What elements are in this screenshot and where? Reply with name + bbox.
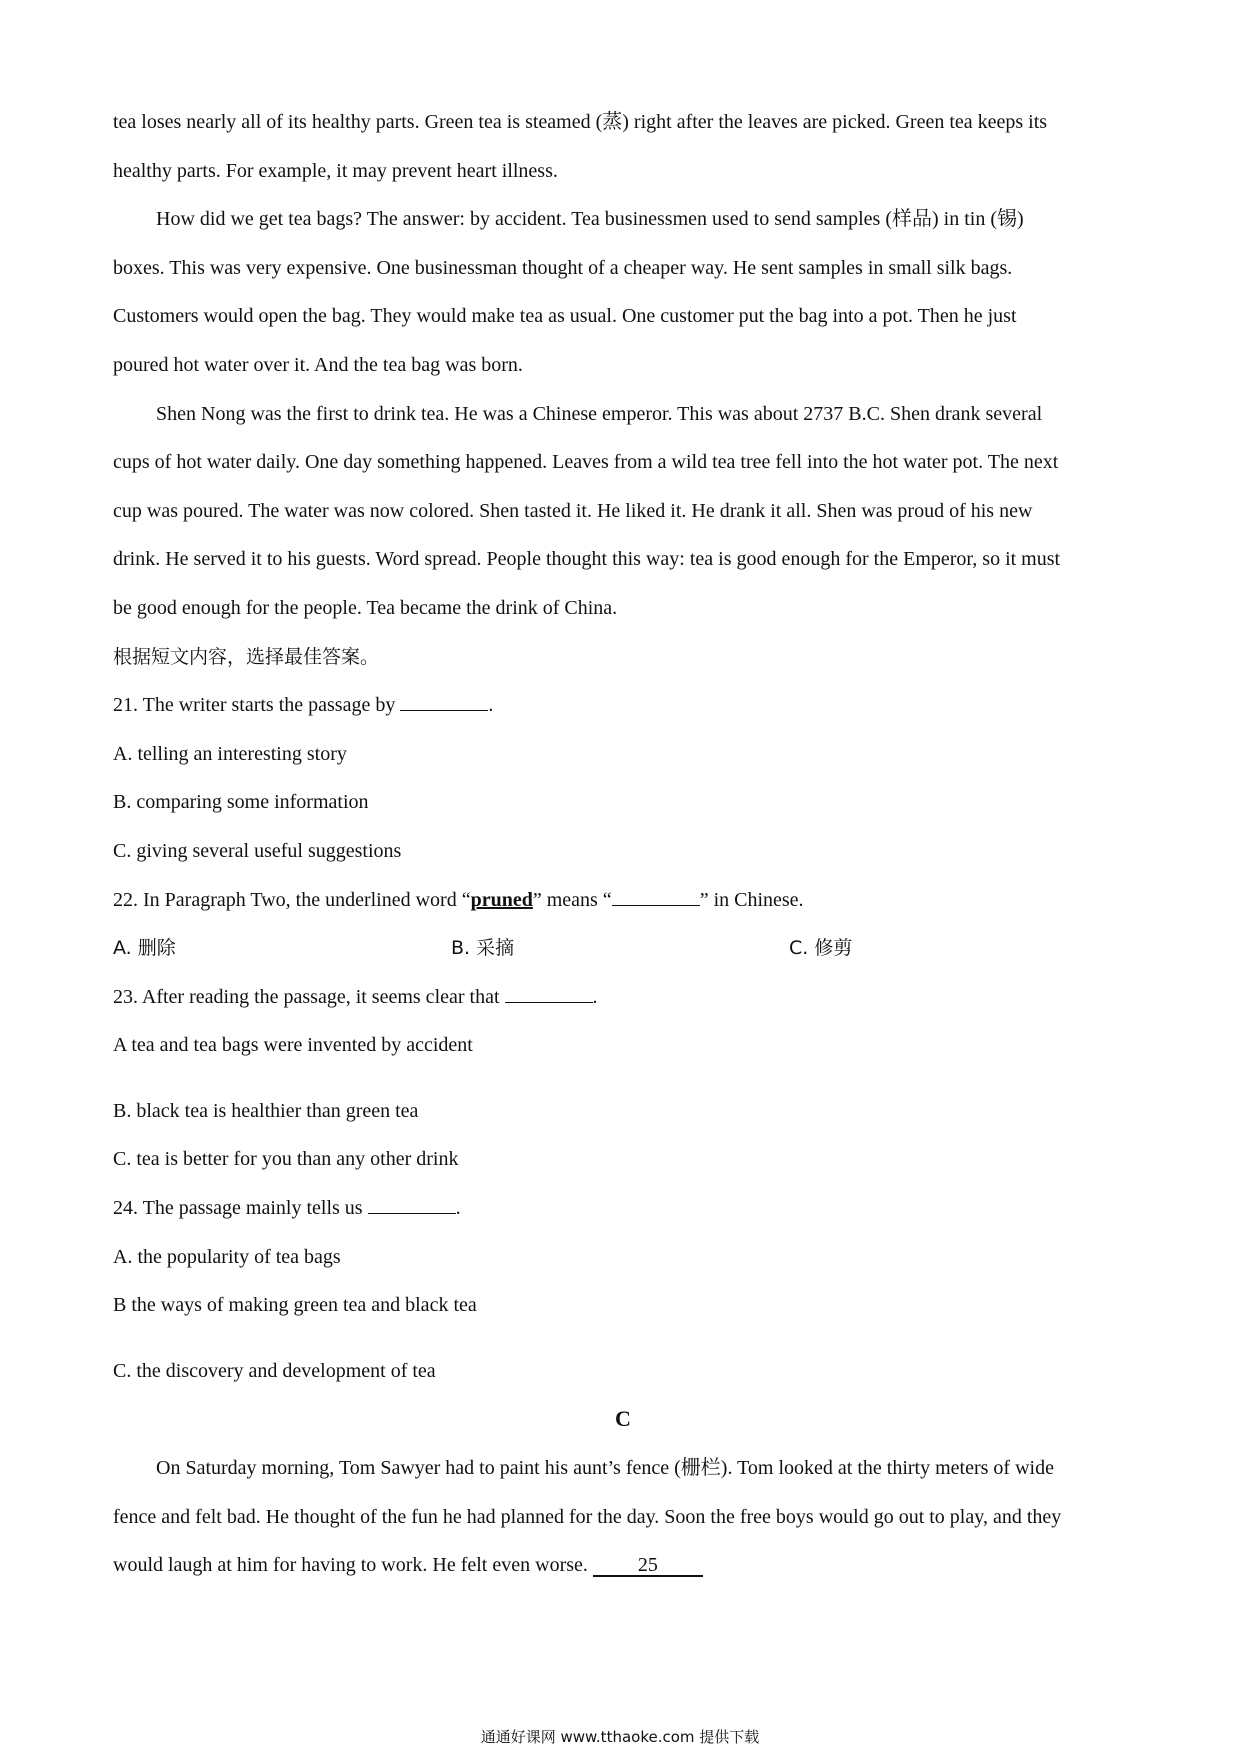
question-23-option-a: A tea and tea bags were invented by accident: [113, 1034, 473, 1057]
passage-line: How did we get tea bags? The answer: by accident. Tea businessmen used to send samples (样品) in tin (锡): [156, 208, 1024, 231]
passage-line: boxes. This was very expensive. One businessman thought of a cheaper way. He sent samples in small silk bags.: [113, 256, 1013, 279]
underlined-word: pruned: [470, 888, 533, 911]
question-stem-text: 24. The passage mainly tells us: [113, 1197, 368, 1220]
passage-line: poured hot water over it. And the tea bag was born.: [113, 353, 523, 376]
passage-line: be good enough for the people. Tea became the drink of China.: [113, 596, 618, 619]
spacer: [113, 1330, 1133, 1347]
question-21-stem: [113, 681, 1133, 730]
question-24-stem: [113, 1184, 1133, 1233]
question-21-option-a: A. telling an interesting story: [113, 742, 347, 765]
question-23-option-b: B. black tea is healthier than green tea: [113, 1099, 419, 1122]
instruction-text: 根据短文内容，选择最佳答案。: [113, 645, 380, 668]
passage-line: fence and felt bad. He thought of the fun he had planned for the day. Soon the free boys would go out to play, and they: [113, 1505, 1062, 1528]
passage-line: cups of hot water daily. One day something happened. Leaves from a wild tea tree fell into the hot water pot. The next: [113, 451, 1059, 474]
question-22-stem: [113, 876, 1133, 925]
passage-line: drink. He served it to his guests. Word spread. People thought this way: tea is good enough for the Emperor, so it must: [113, 548, 1061, 571]
question-23-option-c: C. tea is better for you than any other drink: [113, 1148, 459, 1171]
question-stem-end: .: [488, 694, 494, 717]
answer-blank: [612, 887, 700, 906]
section-title: C: [615, 1406, 631, 1432]
question-stem-text: 21. The writer starts the passage by: [113, 694, 401, 717]
passage-line-with-blank: [113, 1541, 1133, 1590]
spacer: [113, 1070, 1133, 1087]
answer-blank: [505, 984, 593, 1003]
document-page: [113, 98, 1133, 1590]
passage-text: would laugh at him for having to work. He felt even worse.: [113, 1554, 593, 1577]
answer-blank: [368, 1195, 456, 1214]
passage-line: cup was poured. The water was now colored. Shen tasted it. He liked it. He drank it all. Shen was proud of his new: [113, 499, 1033, 522]
question-21-option-c: C. giving several useful suggestions: [113, 839, 402, 862]
passage-line: Shen Nong was the first to drink tea. He was a Chinese emperor. This was about 2737 B.C. Shen drank several: [156, 402, 1043, 425]
passage-line: Customers would open the bag. They would make tea as usual. One customer put the bag into a pot. Then he just: [113, 305, 1017, 328]
passage-line: healthy parts. For example, it may prevent heart illness.: [113, 159, 558, 182]
question-stem-text: 22. In Paragraph Two, the underlined word “: [113, 888, 471, 911]
question-22-options: [113, 924, 1133, 973]
passage-line: tea loses nearly all of its healthy parts. Green tea is steamed (蒸) right after the leaves are picked. Green tea keeps its: [113, 111, 1048, 133]
question-24-option-c: C. the discovery and development of tea: [113, 1359, 436, 1382]
question-stem-end: ” in Chinese.: [699, 888, 804, 911]
answer-blank: [400, 692, 488, 711]
question-stem-text: 23. After reading the passage, it seems clear that: [113, 985, 505, 1008]
passage-line: On Saturday morning, Tom Sawyer had to paint his aunt’s fence (栅栏). Tom looked at the thirty meters of wide: [156, 1457, 1054, 1480]
question-22-option-a: A. 删除: [113, 937, 176, 960]
numbered-blank: 25: [593, 1555, 703, 1577]
question-stem-end: .: [592, 985, 598, 1008]
question-22-option-c: C. 修剪: [789, 937, 853, 960]
question-21-option-b: B. comparing some information: [113, 791, 369, 814]
question-stem-mid: ” means “: [532, 888, 612, 911]
question-stem-end: .: [455, 1197, 461, 1220]
question-24-option-b: B the ways of making green tea and black tea: [113, 1294, 477, 1317]
question-22-option-b: B. 采摘: [451, 937, 515, 960]
question-24-option-a: A. the popularity of tea bags: [113, 1245, 341, 1268]
footer-text: 通通好课网 www.tthaoke.com 提供下载: [480, 1728, 760, 1746]
question-23-stem: [113, 973, 1133, 1022]
